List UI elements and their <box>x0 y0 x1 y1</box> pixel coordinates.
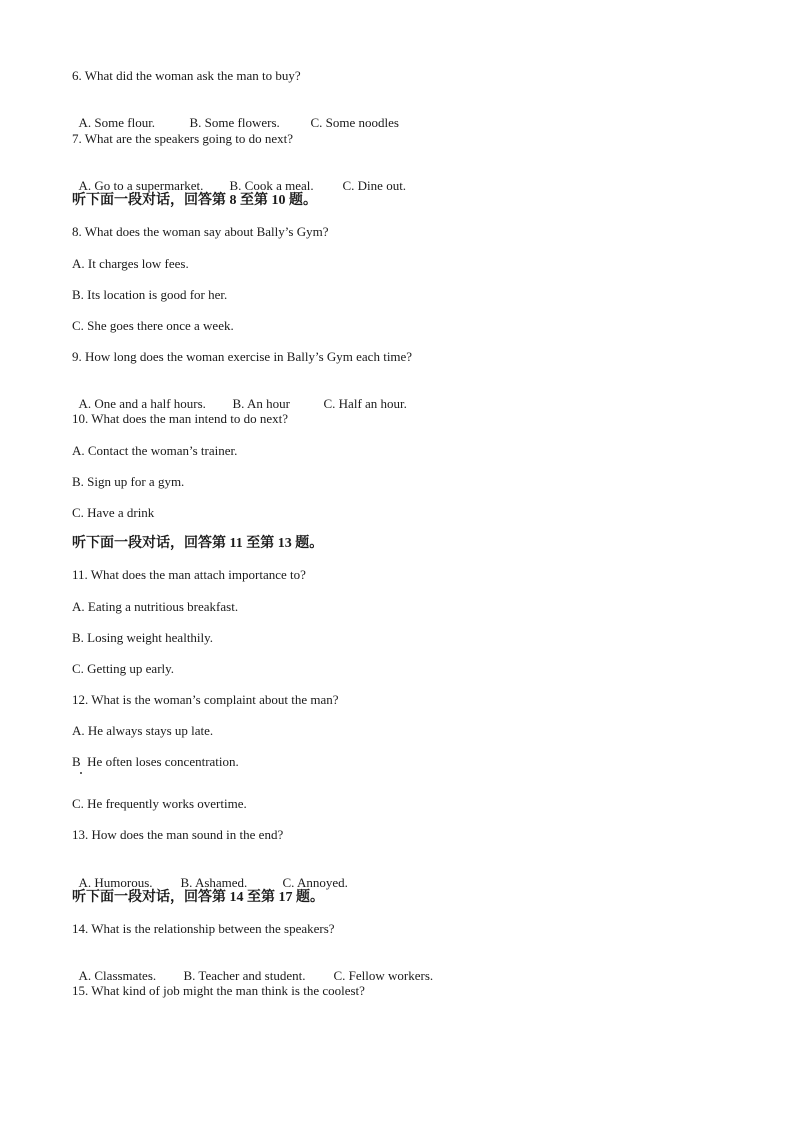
question-12: 12. What is the woman’s complaint about the man? <box>72 692 339 707</box>
option-a: A. It charges low fees. <box>72 256 189 271</box>
option-c: C. Getting up early. <box>72 661 175 676</box>
option-c: C. Have a drink <box>72 505 155 520</box>
option-a: A. Some flour. <box>78 115 156 130</box>
option-a: A. Classmates. <box>78 968 157 983</box>
question-14: 14. What is the relationship between the speakers? <box>72 921 335 936</box>
option-c: C. Some noodles <box>310 115 399 130</box>
options-row <box>72 380 407 412</box>
option-c: C. She goes there once a week. <box>72 318 234 333</box>
stray-dot <box>80 772 82 774</box>
option-a: A. Contact the woman’s trainer. <box>72 443 238 458</box>
question-15: 15. What kind of job might the man think is the coolest? <box>72 983 365 998</box>
option-b: B. Some flowers. <box>189 115 280 130</box>
question-11: 11. What does the man attach importance to? <box>72 567 306 582</box>
options-row <box>72 859 348 891</box>
option-a: A. Eating a nutritious breakfast. <box>72 599 239 614</box>
option-b: B. Its location is good for her. <box>72 287 228 302</box>
option-c: C. Fellow workers. <box>333 968 434 983</box>
question-13: 13. How does the man sound in the end? <box>72 827 284 842</box>
option-b: B. Cook a meal. <box>229 178 314 193</box>
question-6: 6. What did the woman ask the man to buy? <box>72 68 301 83</box>
option-c: C. Annoyed. <box>282 875 348 890</box>
option-a: A. One and a half hours. <box>78 396 206 411</box>
question-9: 9. How long does the woman exercise in Bally’s Gym each time? <box>72 349 413 364</box>
option-b: B He often loses concentration. <box>72 754 239 769</box>
options-row <box>72 952 433 984</box>
option-c: C. Half an hour. <box>323 396 407 411</box>
option-c: C. Dine out. <box>342 178 407 193</box>
option-b: B. Sign up for a gym. <box>72 474 185 489</box>
options-row <box>72 99 399 131</box>
question-10: 10. What does the man intend to do next? <box>72 411 289 426</box>
section-heading: 听下面一段对话，回答第 14 至第 17 题。 <box>72 890 324 905</box>
section-heading: 听下面一段对话，回答第 8 至第 10 题。 <box>72 193 317 208</box>
option-b: B. Losing weight healthily. <box>72 630 214 645</box>
option-b: B. Teacher and student. <box>183 968 306 983</box>
option-b: B. Ashamed. <box>180 875 248 890</box>
option-c: C. He frequently works overtime. <box>72 796 247 811</box>
option-a: A. Humorous. <box>78 875 153 890</box>
option-b: B. An hour <box>232 396 290 411</box>
option-a: A. Go to a supermarket. <box>78 178 204 193</box>
section-heading: 听下面一段对话，回答第 11 至第 13 题。 <box>72 536 324 551</box>
option-a: A. He always stays up late. <box>72 723 214 738</box>
options-row <box>72 162 406 194</box>
question-7: 7. What are the speakers going to do next? <box>72 131 294 146</box>
question-8: 8. What does the woman say about Bally’s Gym? <box>72 224 329 239</box>
